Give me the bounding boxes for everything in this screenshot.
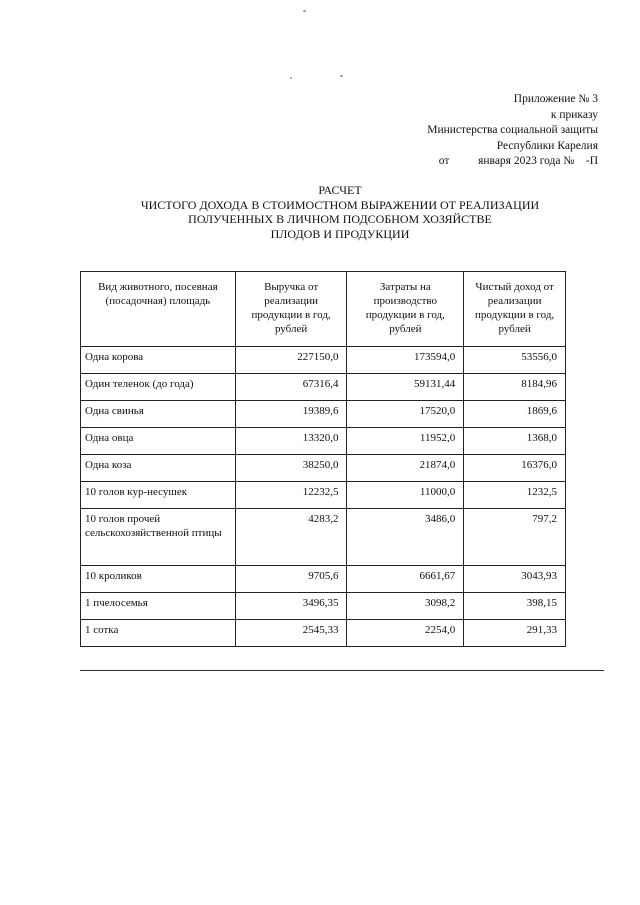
net-income-cell: 53556,0 — [464, 347, 566, 374]
revenue-cell: 67316,4 — [235, 374, 347, 401]
table-header-row — [81, 272, 566, 347]
appendix-line: Республики Карелия — [496, 139, 598, 152]
net-income-cell: 398,15 — [464, 593, 566, 620]
row-label: Одна корова — [81, 347, 236, 374]
row-label: Один теленок (до года) — [81, 374, 236, 401]
bottom-divider — [80, 670, 604, 671]
net-income-cell: 1368,0 — [464, 428, 566, 455]
table-row — [81, 455, 566, 482]
costs-cell: 173594,0 — [347, 347, 464, 374]
scan-speck — [340, 75, 343, 77]
row-label: 10 голов прочей сельскохозяйственной птицы — [81, 509, 236, 566]
row-label: Одна коза — [81, 455, 236, 482]
revenue-cell: 3496,35 — [235, 593, 347, 620]
title-line: РАСЧЕТ — [318, 183, 362, 197]
appendix-line: Приложение № 3 — [513, 93, 598, 105]
column-header-costs: Затраты на производство продукции в год, рублей — [347, 272, 464, 347]
revenue-cell: 12232,5 — [235, 482, 347, 509]
title-line: ПЛОДОВ И ПРОДУКЦИИ — [270, 226, 410, 241]
table-row — [81, 566, 566, 593]
row-label: 1 пчелосемья — [81, 593, 236, 620]
appendix-header — [427, 92, 598, 170]
table-row — [81, 374, 566, 401]
scan-speck — [290, 77, 292, 79]
table-row — [81, 509, 566, 566]
order-date-line: от января 2023 года № -П — [438, 155, 598, 167]
row-label: Одна свинья — [81, 401, 236, 428]
column-header-net-income: Чистый доход от реализации продукции в год, рублей — [464, 272, 566, 347]
table-body — [81, 347, 566, 647]
table-row — [81, 347, 566, 374]
row-label: 10 кроликов — [81, 566, 236, 593]
revenue-cell: 4283,2 — [235, 509, 347, 566]
column-header-revenue: Выручка от реализации продукции в год, рублей — [235, 272, 347, 347]
income-table — [80, 271, 566, 647]
row-label: 10 голов кур-несушек — [81, 482, 236, 509]
revenue-cell: 38250,0 — [235, 455, 347, 482]
table-row — [81, 620, 566, 647]
table-row — [81, 593, 566, 620]
revenue-cell: 19389,6 — [235, 401, 347, 428]
title-line: ЧИСТОГО ДОХОДА В СТОИМОСТНОМ ВЫРАЖЕНИИ ОТ РЕАЛИЗАЦИИ — [140, 197, 540, 212]
title-line: ПОЛУЧЕННЫХ В ЛИЧНОМ ПОДСОБНОМ ХОЗЯЙСТВЕ — [188, 212, 492, 226]
appendix-line: Министерства социальной защиты — [427, 124, 598, 136]
costs-cell: 11000,0 — [347, 482, 464, 509]
net-income-cell: 8184,96 — [464, 374, 566, 401]
costs-cell: 3486,0 — [347, 509, 464, 566]
column-header-type: Вид животного, посевная (посадочная) площадь — [81, 272, 236, 347]
scan-speck — [303, 10, 306, 12]
net-income-cell: 3043,93 — [464, 566, 566, 593]
revenue-cell: 2545,33 — [235, 620, 347, 647]
net-income-cell: 797,2 — [464, 509, 566, 566]
net-income-cell: 1232,5 — [464, 482, 566, 509]
revenue-cell: 9705,6 — [235, 566, 347, 593]
costs-cell: 6661,67 — [347, 566, 464, 593]
costs-cell: 3098,2 — [347, 593, 464, 620]
table-row — [81, 401, 566, 428]
document-title — [0, 183, 640, 241]
table-row — [81, 428, 566, 455]
net-income-cell: 291,33 — [464, 620, 566, 647]
costs-cell: 21874,0 — [347, 455, 464, 482]
revenue-cell: 13320,0 — [235, 428, 347, 455]
revenue-cell: 227150,0 — [235, 347, 347, 374]
costs-cell: 59131,44 — [347, 374, 464, 401]
table-row — [81, 482, 566, 509]
costs-cell: 11952,0 — [347, 428, 464, 455]
row-label: 1 сотка — [81, 620, 236, 647]
appendix-line: к приказу — [550, 108, 598, 121]
row-label: Одна овца — [81, 428, 236, 455]
net-income-cell: 1869,6 — [464, 401, 566, 428]
net-income-cell: 16376,0 — [464, 455, 566, 482]
costs-cell: 17520,0 — [347, 401, 464, 428]
costs-cell: 2254,0 — [347, 620, 464, 647]
